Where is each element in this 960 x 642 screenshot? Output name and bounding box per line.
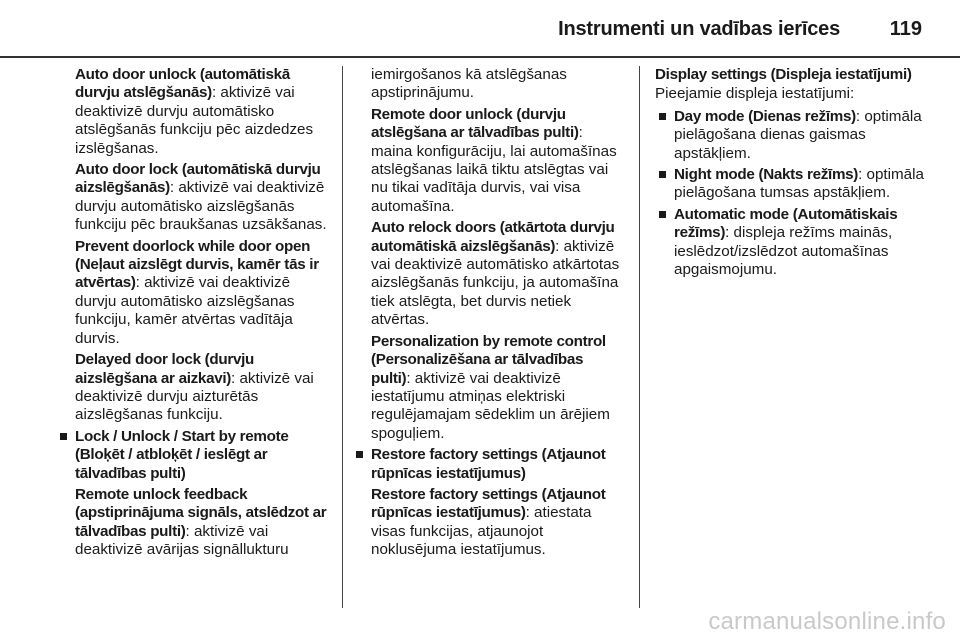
bullet-night-mode: Night mode (Nakts režīms): optimāla pielāgošana tumsas apstākļiem. (659, 166, 925, 203)
column-3 (655, 66, 925, 282)
paragraph-auto-relock-doors: Auto relock doors (atkārtota durvju automātiskā aizslēgšanās): aktivizē vai deaktivizē automātisko atkārtotas aizslēgšanās funkciju, ja automašīna tiek atslēgta, bet durvis netiek atvērtas. (371, 219, 620, 329)
bullet-restore-factory: Restore factory settings (Atjaunot rūpnīcas iestatījumus) (356, 446, 626, 483)
paragraph-continuation: iemirgošanos kā atslēgšanas apstiprinājumu. (371, 66, 567, 102)
column-divider-1 (342, 66, 343, 608)
section-heading-display-settings: Display settings (Displeja iestatījumi) (655, 66, 912, 83)
page-header (0, 0, 960, 58)
bullet-square-icon (659, 211, 666, 218)
bullet-square-icon (659, 113, 666, 120)
column-2 (356, 66, 626, 563)
paragraph-auto-door-unlock: Auto door unlock (automātiskā durvju atslēgšanās): aktivizē vai deaktivizē durvju automātisko atslēgšanās funkciju pēc aizdedzes izslēgšanas. (75, 66, 314, 157)
paragraph-remote-unlock-feedback: Remote unlock feedback (apstiprinājuma signāls, atslēdzot ar tālvadības pulti): aktivizē vai deaktivizē avārijas signāllukturu (75, 485, 327, 559)
paragraph-restore-factory: Restore factory settings (Atjaunot rūpnīcas iestatījumus): atiestata visas funkcijas, atjaunojot noklusējuma iestatījumus. (371, 485, 606, 559)
page-number: 119 (889, 18, 922, 40)
bullet-lock-unlock-start: Lock / Unlock / Start by remote (Bloķēt / atbloķēt / ieslēgt ar tālvadības pulti) (60, 428, 332, 483)
paragraph-delayed-door-lock: Delayed door lock (durvju aizslēgšana ar aizkavi): aktivizē vai deaktivizē durvju aizturētās aizslēgšanas funkciju. (75, 351, 314, 424)
header-rule (0, 56, 960, 58)
paragraph-prevent-doorlock: Prevent doorlock while door open (Neļaut aizslēgt durvis, kamēr tās ir atvērtas): aktivizē vai deaktivizē durvju automātisko aizslēgšanas funkciju, kamēr atvērtas vadītāja durvis. (75, 237, 319, 347)
bullet-day-mode: Day mode (Dienas režīms): optimāla pielāgošana dienas gaismas apstākļiem. (659, 108, 925, 163)
column-1 (60, 66, 332, 563)
column-divider-2 (639, 66, 640, 608)
page-title: Instrumenti un vadības ierīces (558, 18, 840, 40)
display-settings-intro: Pieejamie displeja iestatījumi: (655, 85, 855, 103)
bullet-square-icon (356, 451, 363, 458)
watermark: carmanualsonline.info (708, 608, 946, 635)
paragraph-remote-door-unlock: Remote door unlock (durvju atslēgšana ar tālvadības pulti): maina konfigurāciju, lai automašīnas atslēgšanas laikā tiktu atslēgtas vai nu tikai vadītāja durvis, vai visa automašīna. (371, 105, 617, 215)
paragraph-personalization-remote: Personalization by remote control (Personalizēšana ar tālvadības pulti): aktivizē vai deaktivizē iestatījumu atmiņas elektriski regulējamajam sēdeklim un ārējiem spoguļiem. (371, 332, 610, 442)
bullet-square-icon (60, 433, 67, 440)
bullet-square-icon (659, 171, 666, 178)
bullet-automatic-mode: Automatic mode (Automātiskais režīms): displeja režīms mainās, ieslēdzot/izslēdzot automašīnas apgaismojumu. (659, 206, 925, 280)
paragraph-auto-door-lock: Auto door lock (automātiskā durvju aizslēgšanās): aktivizē vai deaktivizē durvju automātisko aizslēgšanās funkciju pēc braukšanas uzsākšanas. (75, 161, 327, 234)
